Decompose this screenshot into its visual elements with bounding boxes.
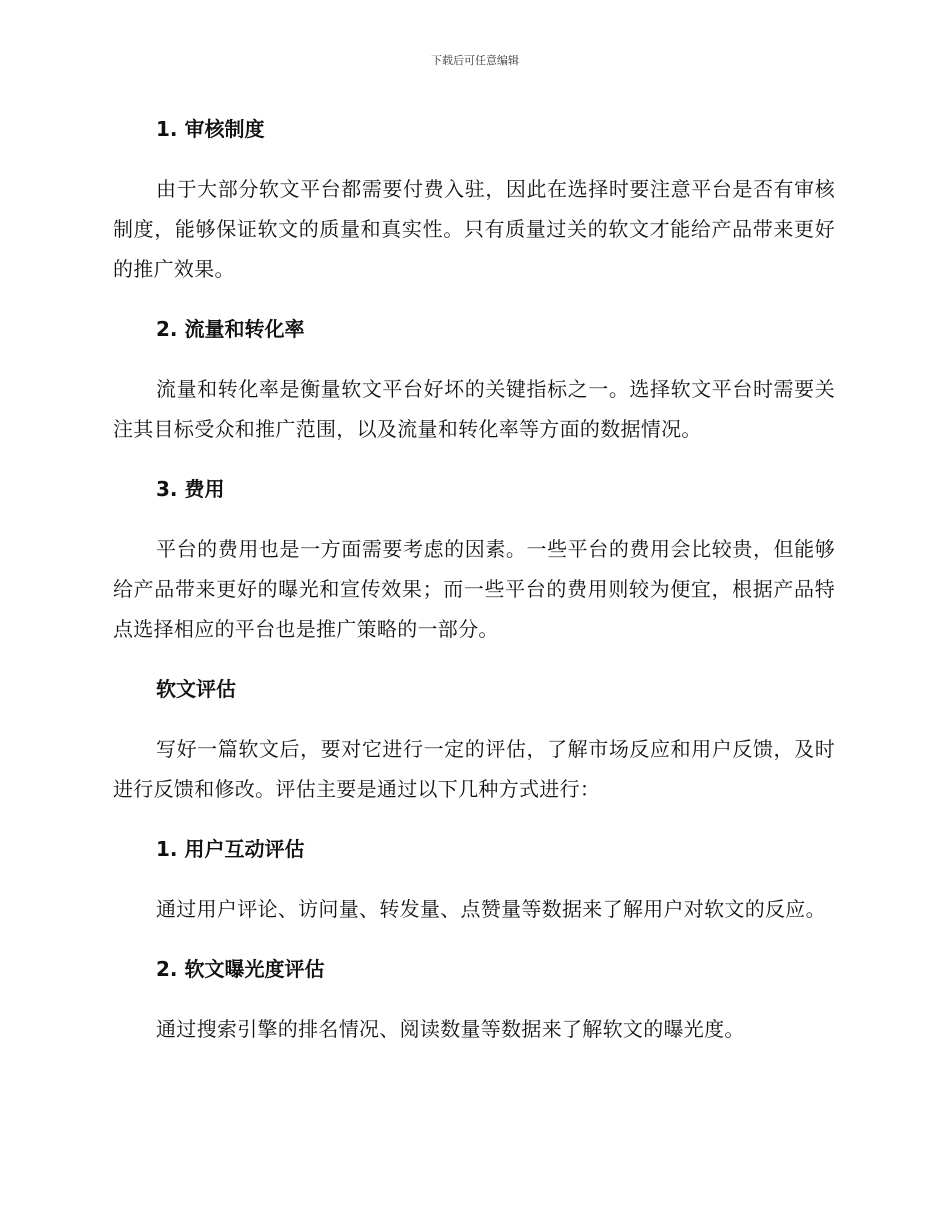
section-heading-user-interaction: 1. 用户互动评估 xyxy=(156,837,305,861)
paragraph-exposure: 通过搜索引擎的排名情况、阅读数量等数据来了解软文的曝光度。 xyxy=(156,1017,745,1041)
paragraph-article-evaluation: 写好一篇软文后，要对它进行一定的评估，了解市场反应和用户反馈，及时进行反馈和修改。评估主要是通过以下几种方式进行： xyxy=(113,737,835,801)
paragraph-review-system: 由于大部分软文平台都需要付费入驻，因此在选择时要注意平台是否有审核制度，能够保证软文的质量和真实性。只有质量过关的软文才能给产品带来更好的推广效果。 xyxy=(113,177,835,281)
section-heading-cost: 3. 费用 xyxy=(156,477,225,501)
paragraph-user-interaction: 通过用户评论、访问量、转发量、点赞量等数据来了解用户对软文的反应。 xyxy=(156,897,826,921)
paragraph-cost: 平台的费用也是一方面需要考虑的因素。一些平台的费用会比较贵，但能够给产品带来更好的曝光和宣传效果；而一些平台的费用则较为便宜，根据产品特点选择相应的平台也是推广策略的一部分。 xyxy=(113,537,835,641)
section-heading-article-evaluation: 软文评估 xyxy=(156,677,236,701)
section-heading-exposure: 2. 软文曝光度评估 xyxy=(156,957,325,981)
paragraph-traffic-conversion: 流量和转化率是衡量软文平台好坏的关键指标之一。选择软文平台时需要关注其目标受众和推广范围，以及流量和转化率等方面的数据情况。 xyxy=(113,377,835,441)
section-heading-review-system: 1. 审核制度 xyxy=(156,117,265,141)
document-body xyxy=(113,113,835,1073)
page-header: 下载后可任意编辑 xyxy=(431,54,519,67)
section-heading-traffic-conversion: 2. 流量和转化率 xyxy=(156,317,305,341)
